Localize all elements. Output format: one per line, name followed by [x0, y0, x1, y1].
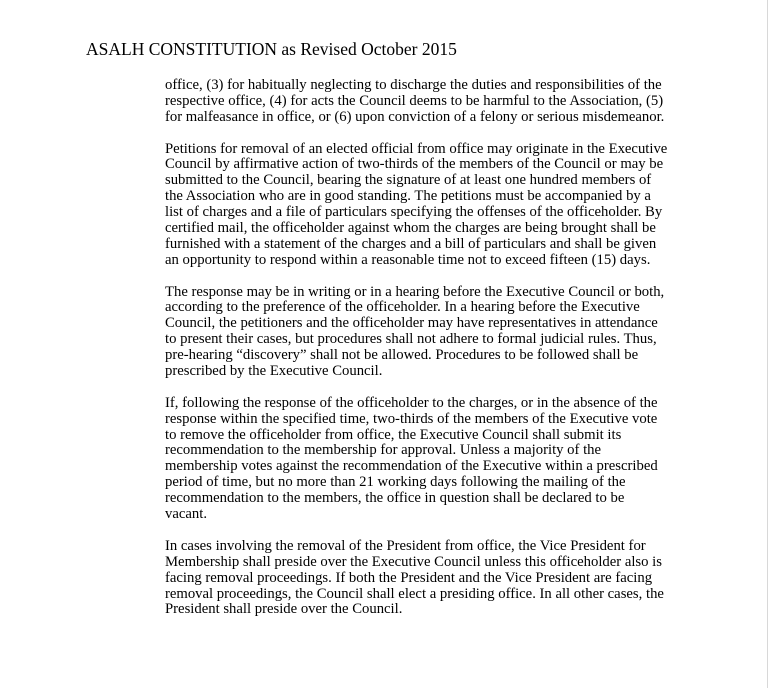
- text-line: according to the preference of the officeholder. In a hearing before the Executive: [165, 299, 640, 316]
- text-line: pre-hearing “discovery” shall not be allowed. Procedures to be followed shall be: [165, 347, 639, 364]
- paragraph-removal-grounds: [165, 78, 685, 126]
- text-line: In cases involving the removal of the President from office, the Vice President for: [165, 537, 646, 554]
- text-line: respective office, (4) for acts the Council deems to be harmful to the Association, (5): [165, 92, 664, 109]
- text-line: President shall preside over the Council.: [165, 601, 403, 618]
- document-title: ASALH CONSTITUTION as Revised October 2015: [86, 39, 457, 59]
- text-line: removal proceedings, the Council shall elect a presiding office. In all other cases, the: [165, 585, 664, 602]
- text-line: membership votes against the recommendation of the Executive within a prescribed: [165, 458, 658, 475]
- text-line: vacant.: [165, 506, 207, 523]
- text-line: recommendation to the members, the office in question shall be declared to be: [165, 490, 625, 507]
- text-line: for malfeasance in office, or (6) upon conviction of a felony or serious misdemeanor.: [165, 108, 665, 125]
- text-line: to remove the officeholder from office, the Executive Council shall submit its: [165, 426, 622, 443]
- paragraph-vote: [165, 396, 685, 523]
- text-line: period of time, but no more than 21 working days following the mailing of the: [165, 474, 626, 491]
- text-line: Council by affirmative action of two-thirds of the members of the Council or may be: [165, 156, 664, 173]
- text-line: certified mail, the officeholder against whom the charges are being brought shall be: [165, 220, 656, 237]
- document-body: [165, 78, 685, 634]
- text-line: submitted to the Council, bearing the signature of at least one hundred members of: [165, 172, 652, 189]
- text-line: response within the specified time, two-thirds of the members of the Executive vote: [165, 410, 658, 427]
- text-line: office, (3) for habitually neglecting to discharge the duties and responsibilities of the: [165, 77, 662, 93]
- text-line: list of charges and a file of particulars specifying the offenses of the officeholder. By: [165, 204, 663, 221]
- text-line: to present their cases, but procedures shall not adhere to formal judicial rules. Thus,: [165, 331, 657, 348]
- paragraph-petitions: [165, 142, 685, 269]
- text-line: If, following the response of the officeholder to the charges, or in the absence of the: [165, 394, 658, 411]
- text-line: The response may be in writing or in a hearing before the Executive Council or both,: [165, 283, 665, 300]
- paragraph-president-removal: [165, 539, 685, 618]
- text-line: Petitions for removal of an elected official from office may originate in the Executive: [165, 140, 668, 157]
- text-line: facing removal proceedings. If both the President and the Vice President are facing: [165, 569, 653, 586]
- text-line: Membership shall preside over the Executive Council unless this officeholder also is: [165, 553, 662, 570]
- text-line: Council, the petitioners and the officeholder may have representatives in attendance: [165, 315, 658, 332]
- text-line: furnished with a statement of the charges and a bill of particulars and shall be given: [165, 235, 657, 252]
- text-line: prescribed by the Executive Council.: [165, 363, 383, 380]
- paragraph-response: [165, 285, 685, 380]
- text-line: the Association who are in good standing. The petitions must be accompanied by a: [165, 188, 651, 205]
- text-line: an opportunity to respond within a reasonable time not to exceed fifteen (15) days.: [165, 251, 651, 268]
- text-line: recommendation to the membership for approval. Unless a majority of the: [165, 442, 602, 459]
